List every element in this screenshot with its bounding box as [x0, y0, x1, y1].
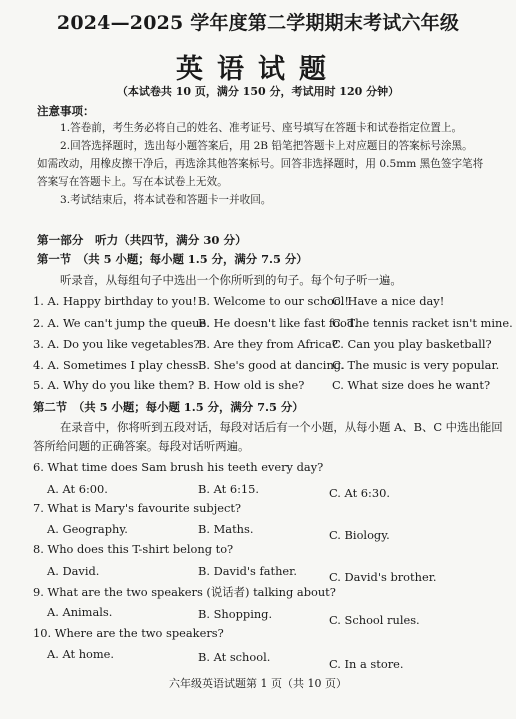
q5-option-a: 5. A. Why do you like them?: [33, 378, 195, 392]
q5-option-b: B. How old is she?: [198, 378, 305, 392]
q1-option-b: B. Welcome to our school!: [198, 294, 349, 308]
q10-option-a: A. At home.: [47, 647, 115, 661]
q3-option-c: C. Can you play basketball?: [332, 337, 492, 351]
q10-option-c: C. In a store.: [329, 657, 404, 671]
note-line: 如需改动，用橡皮擦干净后，再选涂其他答案标号。回答非选择题时，用 0.5mm 黑色签字笔将: [37, 158, 484, 170]
q9-question: 9. What are the two speakers (说话者) talking about?: [33, 585, 336, 599]
q3-option-b: B. Are they from Africa?: [198, 337, 338, 351]
q7-option-a: A. Geography.: [47, 522, 128, 536]
q2-option-c: C. The tennis racket isn't mine.: [332, 316, 513, 330]
note-line: 3.考试结束后，将本试卷和答题卡一并收回。: [60, 194, 272, 206]
q9-option-b: B. Shopping.: [198, 607, 273, 621]
q5-option-c: C. What size does he want?: [332, 378, 491, 392]
q6-option-c: C. At 6:30.: [329, 486, 390, 500]
exam-title: 2024—2025 学年度第二学期期末考试六年级: [56, 12, 460, 34]
section2-title: 第二节 （共 5 小题；每小题 1.5 分，满分 7.5 分）: [33, 400, 304, 414]
section1-instruction: 听录音，从每组句子中选出一个你所听到的句子。每个句子听一遍。: [60, 273, 402, 287]
section2-instruction-cont: 答所给问题的正确答案。每段对话听两遍。: [33, 439, 250, 453]
q2-option-b: B. He doesn't like fast food.: [198, 316, 358, 330]
q4-option-c: C. The music is very popular.: [332, 358, 500, 372]
q8-question: 8. Who does this T-shirt belong to?: [33, 542, 234, 556]
note-line: 2.回答选择题时，选出每小题答案后，用 2B 铅笔把答题卡上对应题目的答案标号涂黑。: [60, 140, 473, 152]
section2-instruction: 在录音中，你将听到五段对话，每段对话后有一个小题，从每小题 A、B、C 中选出能回: [60, 420, 503, 434]
subject-title: 英语试题: [176, 54, 340, 85]
note-line: 答案写在答题卡上。写在本试卷上无效。: [37, 176, 228, 188]
q6-option-a: A. At 6:00.: [47, 482, 108, 496]
q9-option-a: A. Animals.: [47, 605, 113, 619]
page-footer: 六年级英语试题第 1 页（共 10 页）: [169, 677, 347, 690]
q10-question: 10. Where are the two speakers?: [33, 626, 224, 640]
q6-question: 6. What time does Sam brush his teeth every day?: [33, 460, 324, 474]
q1-option-c: C. Have a nice day!: [332, 294, 445, 308]
q7-question: 7. What is Mary's favourite subject?: [33, 501, 242, 515]
q6-option-b: B. At 6:15.: [198, 482, 260, 496]
q10-option-b: B. At school.: [198, 650, 271, 664]
note-line: 1.答卷前，考生务必将自己的姓名、准考证号、座号填写在答题卡和试卷指定位置上。: [60, 122, 463, 134]
q2-option-a: 2. A. We can't jump the queue.: [33, 316, 210, 330]
q8-option-b: B. David's father.: [198, 564, 297, 578]
q8-option-c: C. David's brother.: [329, 570, 437, 584]
q9-option-c: C. School rules.: [329, 613, 420, 627]
q4-option-a: 4. A. Sometimes I play chess.: [33, 358, 203, 372]
q8-option-a: A. David.: [47, 564, 100, 578]
part1-title: 第一部分 听力（共四节，满分 30 分）: [37, 233, 247, 247]
notes-title: 注意事项：: [37, 104, 95, 118]
exam-info: （本试卷共 10 页，满分 150 分，考试用时 120 分钟）: [116, 85, 400, 98]
q7-option-b: B. Maths.: [198, 522, 254, 536]
q7-option-c: C. Biology.: [329, 528, 390, 542]
q1-option-a: 1. A. Happy birthday to you!: [33, 294, 198, 308]
q3-option-a: 3. A. Do you like vegetables?: [33, 337, 200, 351]
q4-option-b: B. She's good at dancing.: [198, 358, 345, 372]
section1-title: 第一节 （共 5 小题；每小题 1.5 分，满分 7.5 分）: [37, 252, 308, 266]
